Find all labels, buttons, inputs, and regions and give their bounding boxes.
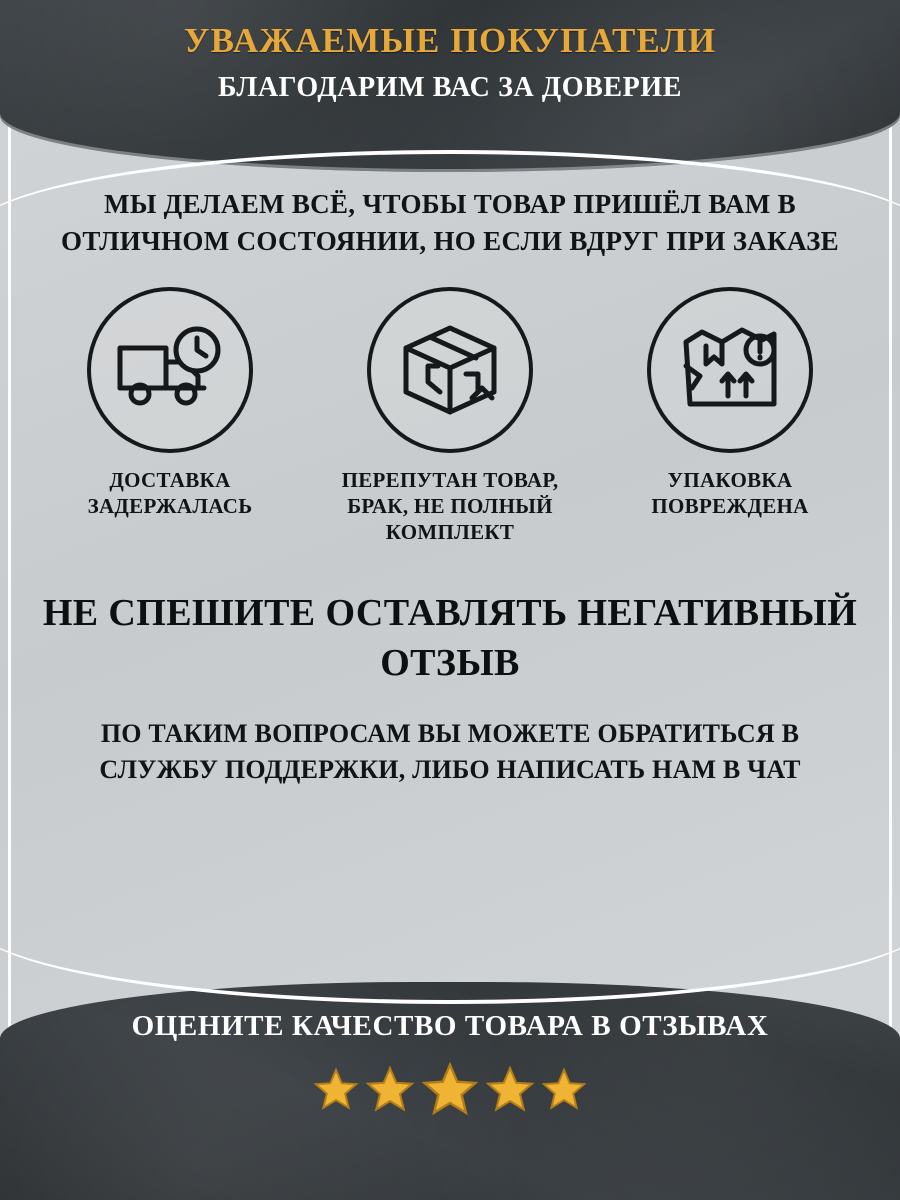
headline-text: НЕ СПЕШИТЕ ОСТАВЛЯТЬ НЕГАТИВНЫЙ ОТЗЫВ xyxy=(42,592,858,684)
rating-stars[interactable] xyxy=(0,1060,900,1118)
box-return-arrow-icon xyxy=(367,287,533,453)
header-subtitle: БЛАГОДАРИМ ВАС ЗА ДОВЕРИЕ xyxy=(217,71,683,103)
issue-caption-damaged-package: УПАКОВКА ПОВРЕЖДЕНА xyxy=(651,467,809,518)
poster-body xyxy=(0,186,900,789)
issue-item-wrong-item xyxy=(332,287,568,546)
issue-item-damaged-package xyxy=(612,287,848,520)
issue-caption-delivery: ДОСТАВКА ЗАДЕРЖАЛАСЬ xyxy=(87,467,253,518)
poster-header xyxy=(0,0,900,172)
issue-caption-wrong-item: ПЕРЕПУТАН ТОВАР, БРАК, НЕ ПОЛНЫЙ КОМПЛЕКТ xyxy=(341,467,559,544)
support-text: ПО ТАКИМ ВОПРОСАМ ВЫ МОЖЕТЕ ОБРАТИТЬСЯ В СЛУЖБУ ПОДДЕРЖКИ, ЛИБО НАПИСАТЬ НАМ В ЧАТ xyxy=(99,719,801,785)
damaged-package-icon xyxy=(647,287,813,453)
star-icon[interactable] xyxy=(365,1064,415,1114)
star-icon[interactable] xyxy=(541,1066,587,1112)
footer-title: ОЦЕНИТЕ КАЧЕСТВО ТОВАРА В ОТЗЫВАХ xyxy=(131,1010,769,1042)
lead-text: МЫ ДЕЛАЕМ ВСЁ, ЧТОБЫ ТОВАР ПРИШЁЛ ВАМ В ОТЛИЧНОМ СОСТОЯНИИ, НО ЕСЛИ ВДРУГ ПРИ ЗАКАЗЕ xyxy=(61,189,839,257)
issue-item-delivery xyxy=(52,287,288,520)
page-title: УВАЖАЕМЫЕ ПОКУПАТЕЛИ xyxy=(183,21,717,60)
star-icon[interactable] xyxy=(485,1064,535,1114)
star-icon[interactable] xyxy=(313,1066,359,1112)
issue-icons-row xyxy=(0,287,900,546)
poster-footer xyxy=(0,982,900,1200)
delivery-truck-clock-icon xyxy=(87,287,253,453)
star-icon[interactable] xyxy=(421,1060,479,1118)
